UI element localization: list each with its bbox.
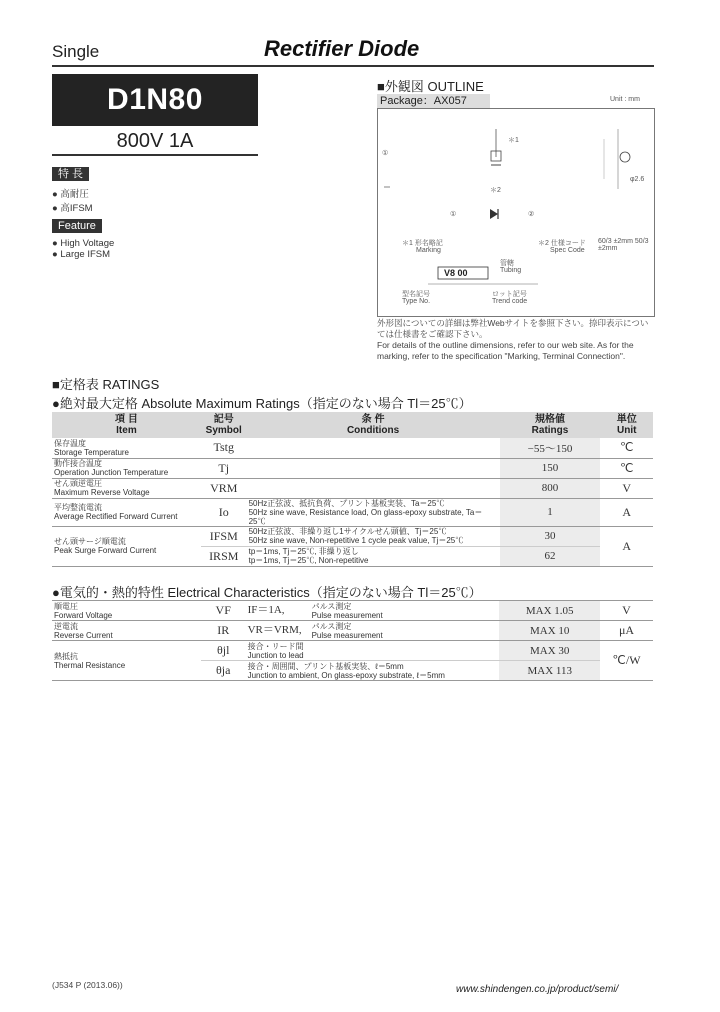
- package-label: Package：AX057: [377, 94, 490, 108]
- part-number: D1N80: [52, 74, 258, 126]
- table-row: θja 接合・周囲間、プリント基板実装、ℓ＝5mm Junction to ambient, On glass-epoxy substrate, ℓ＝5mm MAX 113: [52, 661, 653, 681]
- table-row: IRSM tp＝1ms, Tj＝25℃, 非繰り返し tp＝1ms, Tj＝25℃, Non-repetitive 62: [52, 546, 653, 566]
- marking-code: V8 00: [444, 268, 468, 278]
- features-jp: [52, 164, 93, 214]
- features-en: [52, 216, 114, 260]
- company-url[interactable]: www.shindengen.co.jp/product/semi/: [456, 984, 619, 995]
- col-unit: 単位 Unit: [616, 414, 637, 436]
- rating-divider: [52, 154, 258, 156]
- trend-en: Trend code: [492, 298, 528, 305]
- table-row: 平均整流電流 Average Rectified Forward Current Io 50Hz正弦波、抵抗負荷、プリント基板実装、Ta＝25℃ 50Hz sine wave, Resistance load, On glass-epoxy substrate, Ta＝25℃ 1 A: [52, 498, 653, 526]
- electrical-subtitle: ●電気的・熱的特性 Electrical Characteristics（指定のない場合 Tl＝25℃）: [52, 585, 482, 600]
- outline-note-jp: 外形図についての詳細は弊社Webサイトを参照下さい。捺印表示については仕様書をご確認下さい。: [377, 318, 649, 339]
- spec-jp: ＊2 仕様コード: [538, 240, 586, 247]
- tubing-en: Tubing: [500, 267, 522, 274]
- header-divider: [52, 65, 654, 67]
- outline-note-en: For details of the outline dimensions, refer to our web site. As for the marking, refer to the specification "Marking, Terminal Connection".: [377, 340, 634, 361]
- trend-jp: ロット記号: [492, 291, 527, 298]
- ratings-table: [52, 412, 653, 567]
- spec-values: 60/3 ±2mm 50/3 ±2mm: [598, 238, 649, 252]
- table-row: せん頭逆電圧 Maximum Reverse Voltage VRM 800 V: [52, 478, 653, 498]
- feature-en-item: ● High Voltage: [52, 238, 115, 249]
- marker-1: ＊1: [508, 137, 519, 144]
- table-row: 動作接合温度 Operation Junction Temperature Tj 150 ℃: [52, 458, 653, 478]
- doc-code: (J534 P (2013.06)): [52, 980, 123, 990]
- marking-jp: ＊1 形名略記: [402, 240, 443, 247]
- anode-mark: ①: [382, 150, 389, 157]
- category-label: Single: [52, 42, 100, 61]
- features-en-tag: Feature: [52, 219, 102, 233]
- outline-title: ■外観図 OUTLINE: [377, 79, 484, 94]
- unit-label: Unit : mm: [610, 96, 640, 103]
- diameter-dim: φ2.6: [630, 176, 645, 183]
- col-item: 項 目 Item: [115, 414, 138, 436]
- col-symbol: 記号 Symbol: [205, 414, 242, 436]
- table-row: 保存温度 Storage Temperature Tstg −55～150 ℃: [52, 438, 653, 458]
- table-row: 逆電流 Reverse Current IR VR＝VRM, パルス測定 Pulse measurement MAX 10 μA: [52, 621, 653, 641]
- col-ratings: 規格値 Ratings: [531, 414, 569, 436]
- outline-note: [377, 318, 655, 362]
- marker-2: ＊2: [490, 187, 501, 194]
- marking-en: Marking: [416, 247, 441, 254]
- table-row: 熱抵抗 Thermal Resistance θjl 接合・リード間 Junction to lead MAX 30 ℃/W: [52, 641, 653, 661]
- feature-jp-item: ● 高IFSM: [52, 203, 93, 214]
- typeno-jp: 型名記号: [402, 291, 430, 298]
- table-row: せん頭サージ順電流 Peak Surge Forward Current IFSM 50Hz正弦波、非繰り返し1サイクルせん頭値、Tj＝25℃ 50Hz sine wave, Non-repetitive 1 cycle peak value, Tj＝25℃ 30 A: [52, 526, 653, 546]
- ratings-header-row: [52, 412, 653, 438]
- cathode-mark: ②: [528, 211, 535, 218]
- feature-en-item: ● Large IFSM: [52, 249, 111, 260]
- part-rating: 800V 1A: [116, 130, 194, 152]
- table-row: 順電圧 Forward Voltage VF IF＝1A, パルス測定 Pulse measurement MAX 1.05 V: [52, 601, 653, 621]
- outline-drawing: [377, 108, 655, 317]
- spec-en: Spec Code: [550, 247, 585, 254]
- electrical-table: [52, 600, 653, 681]
- features-jp-tag: 特 長: [52, 167, 89, 181]
- ratings-subtitle: ●絶対最大定格 Absolute Maximum Ratings（指定のない場合 Tl＝25℃）: [52, 396, 472, 411]
- ratings-section-title: ■定格表 RATINGS: [52, 377, 160, 392]
- typeno-en: Type No.: [402, 298, 431, 305]
- anode-mark-2: ①: [450, 211, 457, 218]
- tubing-jp: 管轄: [500, 260, 514, 267]
- product-type-title: Rectifier Diode: [264, 36, 420, 61]
- col-conditions: 条 件 Conditions: [346, 414, 400, 436]
- feature-jp-item: ● 高耐圧: [52, 189, 89, 200]
